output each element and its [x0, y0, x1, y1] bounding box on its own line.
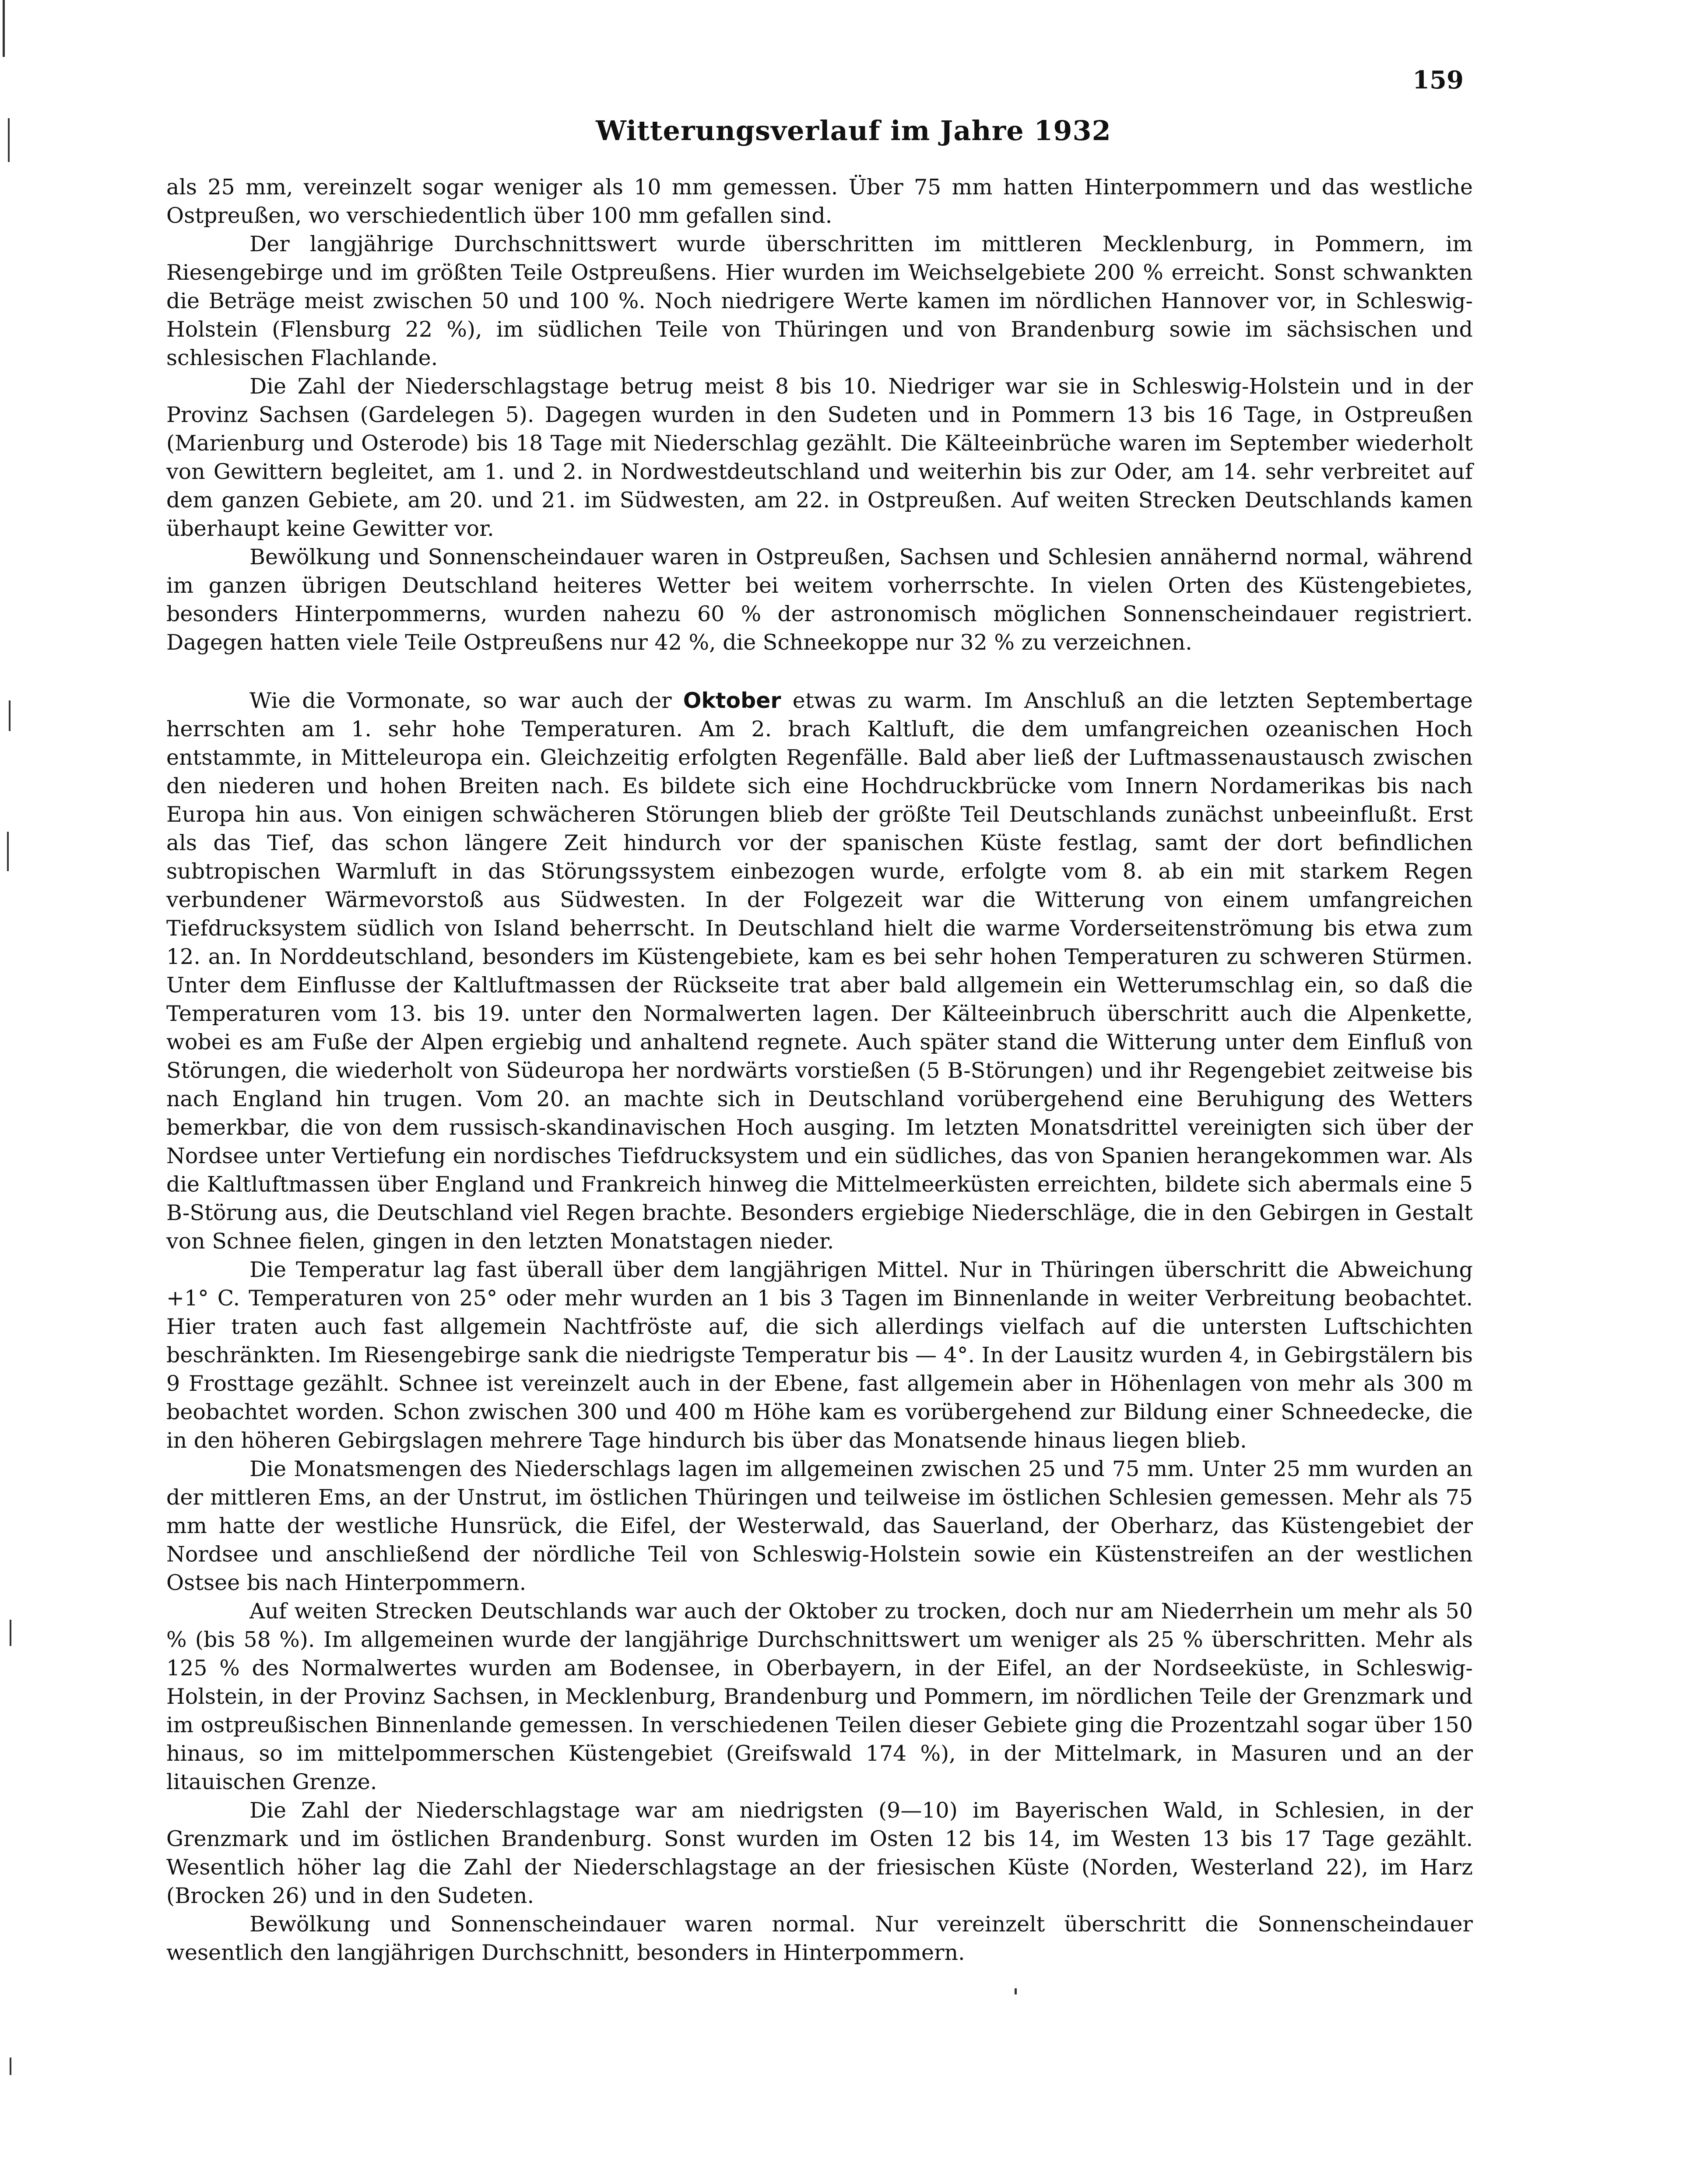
paragraph: Die Monatsmengen des Niederschlags lagen im allgemeinen zwischen 25 und 75 mm. Unter 25 mm wurden an der mittleren Ems, an der Unstrut, im östlichen Thüringen und teilweise im östlichen Schlesien gemessen. Mehr als 75 mm hatte der westliche Hunsrück, die Eifel, der Westerwald, das Sauerland, der Oberharz, das Küstengebiet der Nordsee und anschließend der nördliche Teil von Schleswig-Holstein sowie ein Küstenstreifen an der westlichen Ostsee bis nach Hinterpommern. — [166, 1456, 1473, 1595]
paragraph: Bewölkung und Sonnenscheindauer waren normal. Nur vereinzelt überschritt die Sonnenscheindauer wesentlich den langjährigen Durchschnitt, besonders in Hinterpommern. — [166, 1912, 1473, 1965]
page-title: Witterungsverlauf im Jahre 1932 — [596, 115, 1111, 147]
paragraph: Bewölkung und Sonnenscheindauer waren in Ostpreußen, Sachsen und Schlesien annähernd normal, während im ganzen übrigen Deutschland heiteres Wetter bei weitem vorherrschte. In vielen Orten des Küstengebietes, besonders Hinterpommerns, wurden nahezu 60 % der astronomisch möglichen Sonnenscheindauer registriert. Dagegen hatten viele Teile Ostpreußens nur 42 %, die Schneekoppe nur 32 % zu verzeichnen. — [166, 545, 1473, 655]
oktober-intro-before: Wie die Vormonate, so war auch der — [249, 688, 683, 713]
text-column — [166, 173, 1473, 1967]
page-number: 159 — [1412, 66, 1464, 95]
paragraph: Die Zahl der Niederschlagstage betrug meist 8 bis 10. Niedriger war sie in Schleswig-Holstein und in der Provinz Sachsen (Gardelegen 5). Dagegen wurden in den Sudeten und in Pommern 13 bis 16 Tage, in Ostpreußen (Marienburg und Osterode) bis 18 Tage mit Niederschlag gezählt. Die Kälteeinbrüche waren im September wiederholt von Gewittern begleitet, am 1. und 2. in Nordwestdeutschland und weiterhin bis zur Oder, am 14. sehr verbreitet auf dem ganzen Gebiete, am 20. und 21. im Südwesten, am 22. in Ostpreußen. Auf weiten Strecken Deutschlands kamen überhaupt keine Gewitter vor. — [166, 374, 1473, 541]
scan-margin-mark — [10, 1620, 11, 1646]
scan-dot-mark — [1015, 1988, 1017, 1994]
paragraph: Der langjährige Durchschnittswert wurde überschritten im mittleren Mecklenburg, in Pommern, im Riesengebirge und im größten Teile Ostpreußens. Hier wurden im Weichselgebiete 200 % erreicht. Sonst schwankten die Beträge meist zwischen 50 und 100 %. Noch niedrigere Werte kamen im nördlichen Hannover vor, in Schleswig-Holstein (Flensburg 22 %), im südlichen Teile von Thüringen und von Brandenburg sowie im sächsischen und schlesischen Flachlande. — [166, 232, 1473, 370]
paragraph: Auf weiten Strecken Deutschlands war auch der Oktober zu trocken, doch nur am Niederrhein um mehr als 50 % (bis 58 %). Im allgemeinen wurde der langjährige Durchschnittswert um weniger als 25 % überschritten. Mehr als 125 % des Normalwertes wurden am Bodensee, in Oberbayern, in der Eifel, an der Nordseeküste, in Schleswig-Holstein, in der Provinz Sachsen, in Mecklenburg, Brandenburg und Pommern, im nördlichen Teile der Grenzmark und im ostpreußischen Binnenlande gemessen. In verschiedenen Teilen dieser Gebiete ging die Prozentzahl sogar über 150 hinaus, so im mittelpommerschen Küstengebiet (Greifswald 174 %), in der Mittelmark, in Masuren und an der litauischen Grenze. — [166, 1599, 1473, 1794]
month-heading-oktober: Oktober — [683, 688, 781, 713]
paragraph: als 25 mm, vereinzelt sogar weniger als 10 mm gemessen. Über 75 mm hatten Hinterpommern und das westliche Ostpreußen, wo verschiedentlich über 100 mm gefallen sind. — [166, 175, 1473, 228]
scan-margin-mark — [9, 700, 11, 731]
paragraph: Die Temperatur lag fast überall über dem langjährigen Mittel. Nur in Thüringen überschritt die Abweichung +1° C. Temperaturen von 25° oder mehr wurden an 1 bis 3 Tagen im Binnenlande in weiter Verbreitung beobachtet. Hier traten auch fast allgemein Nachtfröste auf, die sich allerdings vielfach auf die untersten Luftschichten beschränkten. Im Riesengebirge sank die niedrigste Temperatur bis — 4°. In der Lausitz wurden 4, in Gebirgstälern bis 9 Frosttage gezählt. Schnee ist vereinzelt auch in der Ebene, fast allgemein aber in Höhenlagen von mehr als 300 m beobachtet worden. Schon zwischen 300 und 400 m Höhe kam es vorübergehend zur Bildung einer Schneedecke, die in den höheren Gebirgslagen mehrere Tage hindurch bis über das Monatsende hinaus liegen blieb. — [166, 1257, 1473, 1453]
scan-margin-mark — [3, 0, 5, 57]
scan-margin-mark — [7, 832, 9, 871]
oktober-intro-paragraph — [166, 686, 1473, 1256]
oktober-intro-after: etwas zu warm. Im Anschluß an die letzten Septembertage herrschten am 1. sehr hohe Temperaturen. Am 2. brach Kaltluft, die dem umfangreichen ozeanischen Hoch entstammte, in Mitteleuropa ein. Gleichzeitig erfolgten Regenfälle. Bald aber ließ der Luftmassenaustausch zwischen den niederen und hohen Breiten nach. Es bildete sich eine Hochdruckbrücke vom Innern Nordamerikas bis nach Europa hin aus. Von einigen schwächeren Störungen blieb der größte Teil Deutschlands zunächst unbeeinflußt. Erst als das Tief, das schon längere Zeit hindurch vor der spanischen Küste festlag, samt der dort befindlichen subtropischen Warmluft in das Störungssystem einbezogen wurde, erfolgte vom 8. ab ein mit starkem Regen verbundener Wärmevorstoß aus Südwesten. In der Folgezeit war die Witterung von einem umfangreichen Tiefdrucksystem südlich von Island beherrscht. In Deutschland hielt die warme Vorderseitenströmung bis etwa zum 12. an. In Norddeutschland, besonders im Küstengebiete, kam es bei sehr hohen Temperaturen zu schweren Stürmen. Unter dem Einflusse der Kaltluftmassen der Rückseite trat aber bald allgemein ein Wetterumschlag ein, so daß die Temperaturen vom 13. bis 19. unter den Normalwerten lagen. Der Kälteeinbruch überschritt auch die Alpenkette, wobei es am Fuße der Alpen ergiebig und anhaltend regnete. Auch später stand die Witterung unter dem Einfluß von Störungen, die wiederholt von Südeuropa her nordwärts vorstießen (5 B-Störungen) und ihr Regengebiet zeitweise bis nach England hin trugen. Vom 20. an machte sich in Deutschland vorübergehend eine Beruhigung des Wetters bemerkbar, die von dem russisch-skandinavischen Hoch ausging. Im letzten Monatsdrittel vereinigten sich über der Nordsee unter Vertiefung ein nordisches Tiefdrucksystem und ein südliches, das von Spanien herangekommen war. Als die Kaltluftmassen über England und Frankreich hinweg die Mittelmeerküsten erreichten, bildete sich abermals eine 5 B-Störung aus, die Deutschland viel Regen brachte. Besonders ergiebige Niederschläge, die in den Gebirgen in Gestalt von Schnee fielen, gingen in den letzten Monatstagen nieder. — [166, 688, 1473, 1254]
scan-margin-mark — [10, 2057, 11, 2075]
scan-margin-mark — [8, 118, 10, 162]
paragraph: Die Zahl der Niederschlagstage war am niedrigsten (9—10) im Bayerischen Wald, in Schlesien, in der Grenzmark und im östlichen Brandenburg. Sonst wurden im Osten 12 bis 14, im Westen 13 bis 17 Tage gezählt. Wesentlich höher lag die Zahl der Niederschlagstage an der friesischen Küste (Norden, Westerland 22), im Harz (Brocken 26) und in den Sudeten. — [166, 1798, 1473, 1908]
